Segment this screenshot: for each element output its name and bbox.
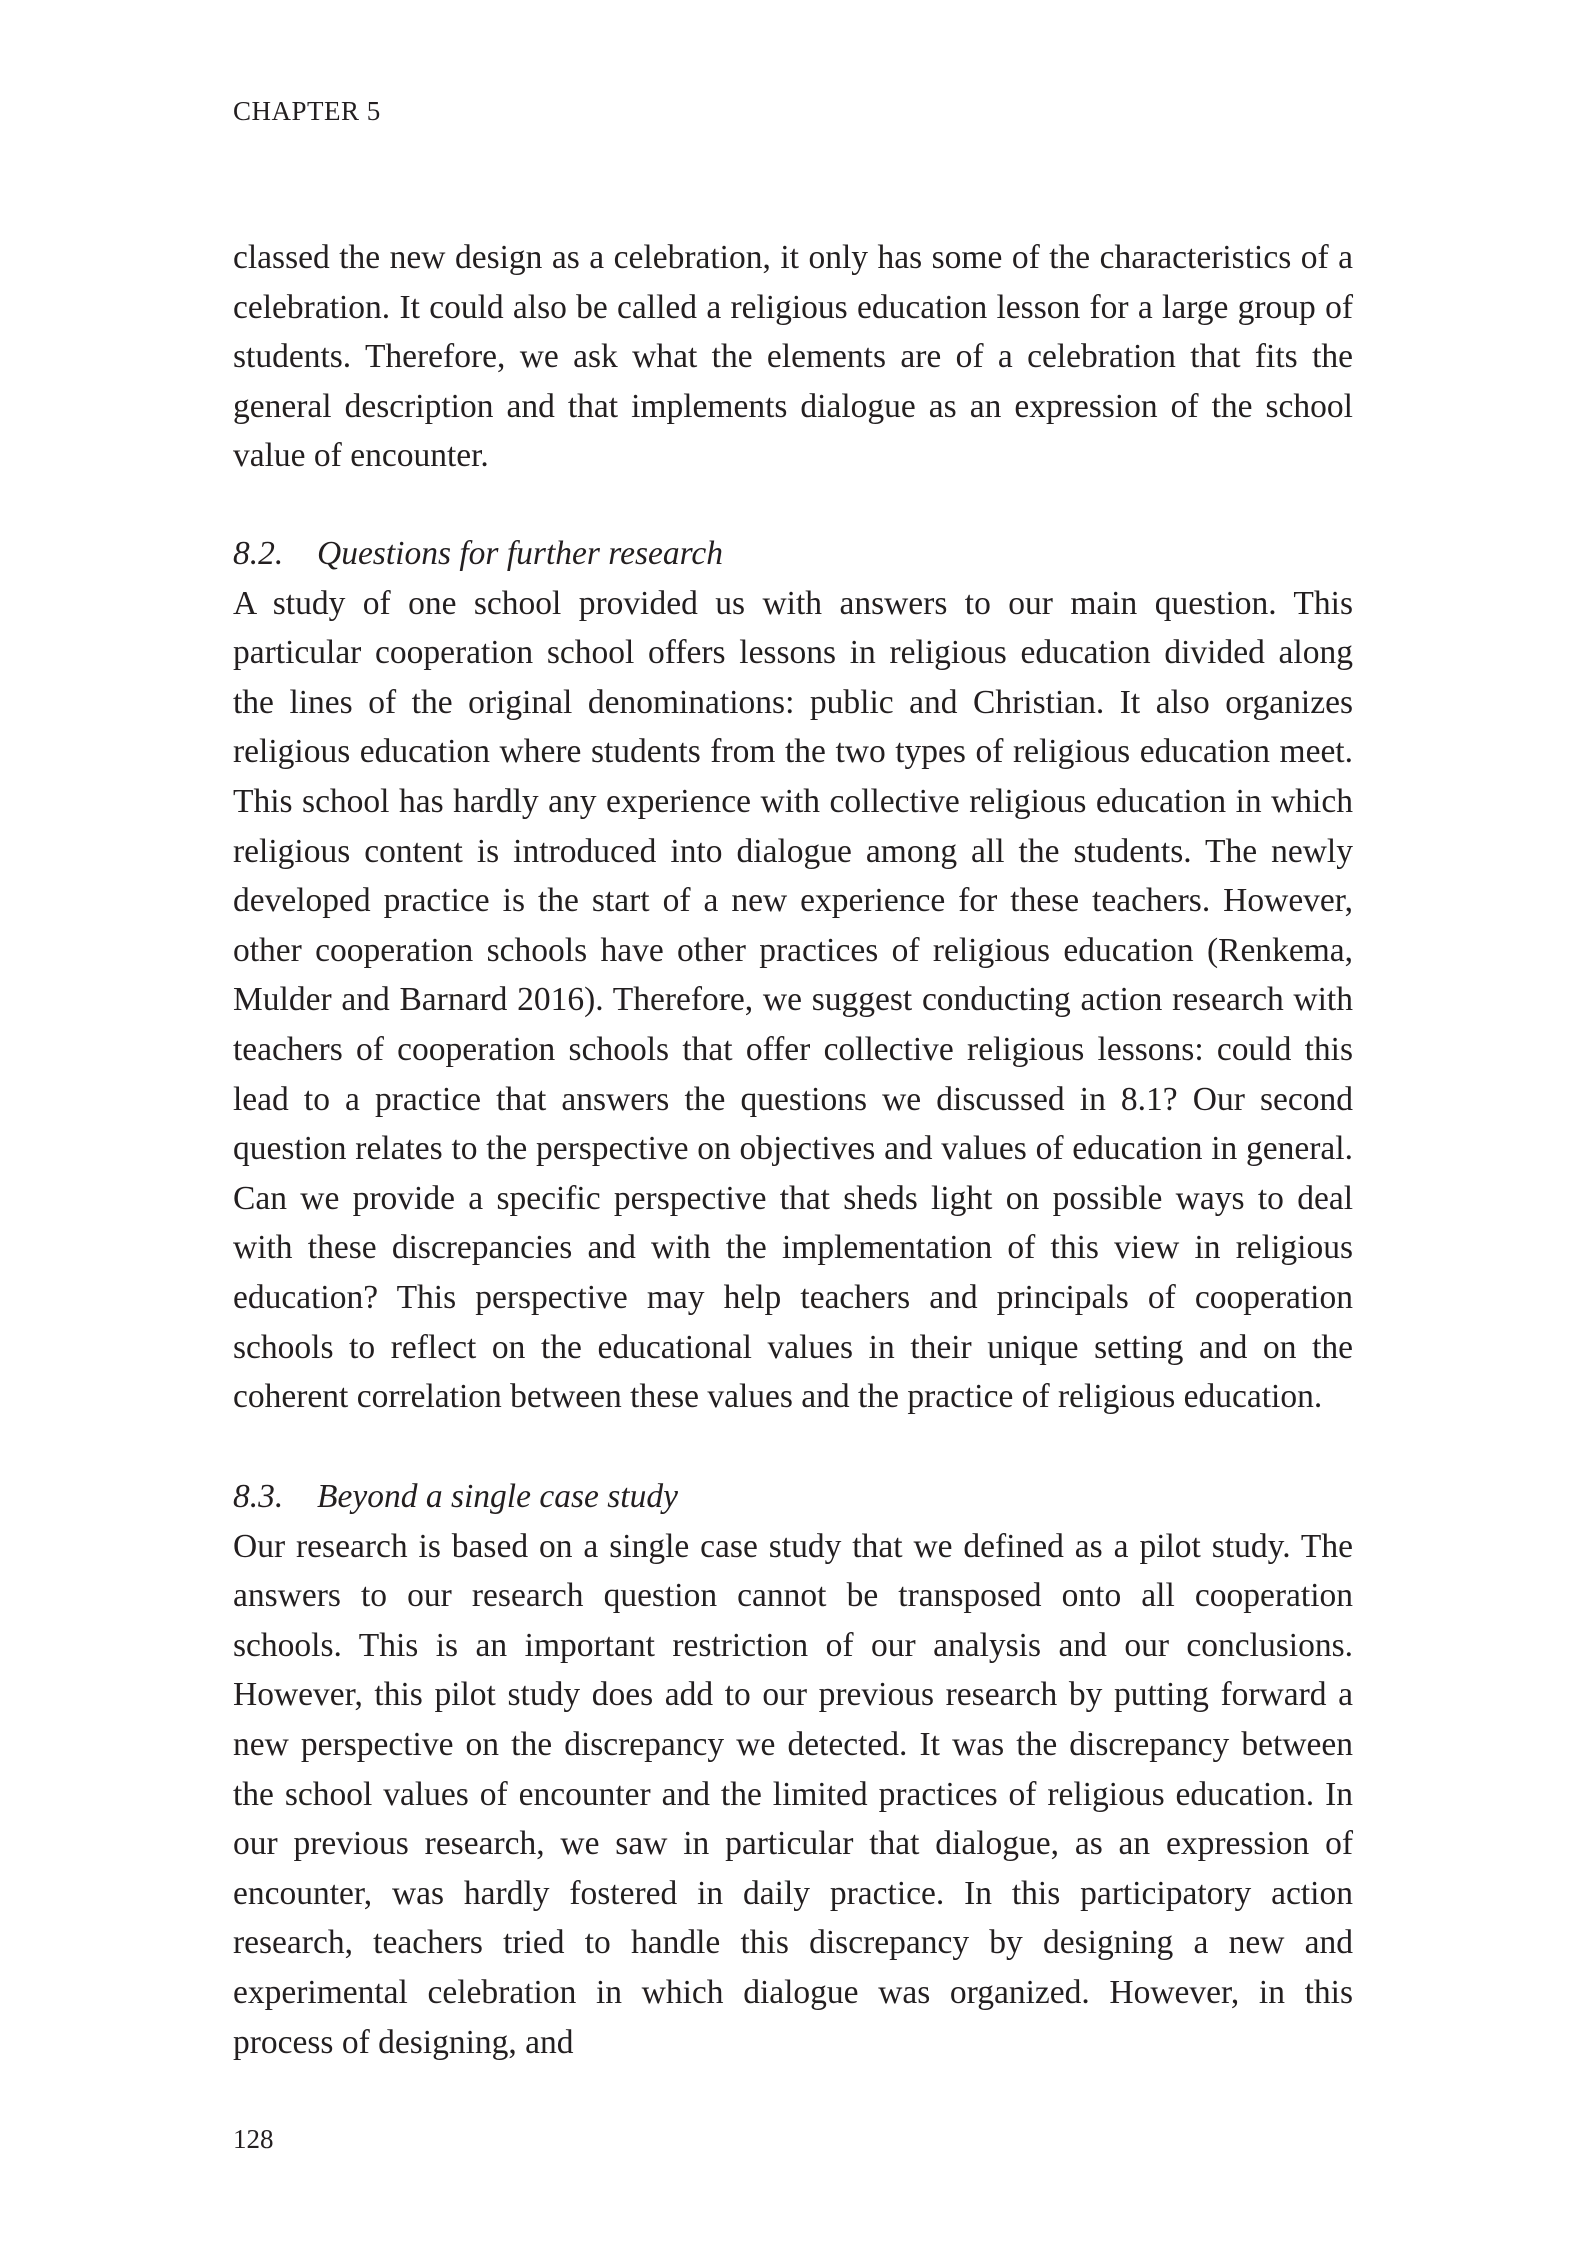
section-number: 8.2. (233, 535, 284, 572)
section-body: Our research is based on a single case study that we defined as a pilot study. The answers to our research question cannot be transposed onto all cooperation schools. This is an important restriction of our analysis and our conclusions. However, this pilot study does add to our previous research by putting forward a new perspective on the discrepancy we detected. It was the discrepancy between the school values of encounter and the limited practices of religious education. In our previous research, we saw in particular that dialogue, as an expression of encounter, was hardly fostered in daily practice. In this participatory action research, teachers tried to handle this discrepancy by designing a new and experimental celebration in which dialogue was organized. However, in this process of designing, and (233, 1527, 1353, 2061)
paragraph: classed the new design as a celebration, it only has some of the characteristics of a celebration. It could also be called a religious education lesson for a large group of students. Therefore, we ask what the elements are of a celebration that fits the general description and that implements dialogue as an expression of the school value of encounter. (233, 239, 1353, 475)
section-further-research (233, 529, 1353, 1422)
section-heading (233, 529, 1353, 579)
section-body: A study of one school provided us with answers to our main question. This particular cooperation school offers lessons in religious education divided along the lines of the original denominations: public and Christian. It also organizes religious education where students from the two types of religious education meet. This school has hardly any experience with collective religious education in which religious content is introduced into dialogue among all the students. The newly developed practice is the start of a new experience for these teachers. However, other cooperation schools have other practices of religious education (Renkema, Mulder and Barnard 2016). Therefore, we suggest conducting action research with teachers of cooperation schools that offer collective religious lessons: could this lead to a practice that answers the questions we discussed in 8.1? Our second question relates to the perspective on objectives and values of education in general. Can we provide a specific perspective that sheds light on possible ways to deal with these discrepancies and with the implementation of this view in religious education? This perspective may help teachers and principals of cooperation schools to reflect on the educational values in their unique setting and on the coherent correlation between these values and the practice of religious education. (233, 584, 1353, 1416)
intro-paragraph-block (233, 233, 1353, 481)
section-heading (233, 1472, 1353, 1522)
section-beyond-case-study (233, 1472, 1353, 2067)
section-number: 8.3. (233, 1478, 284, 1515)
section-title: Beyond a single case study (317, 1478, 678, 1515)
section-title: Questions for further research (317, 535, 724, 572)
page-number: 128 (233, 2124, 274, 2154)
running-head: CHAPTER 5 (233, 96, 381, 126)
